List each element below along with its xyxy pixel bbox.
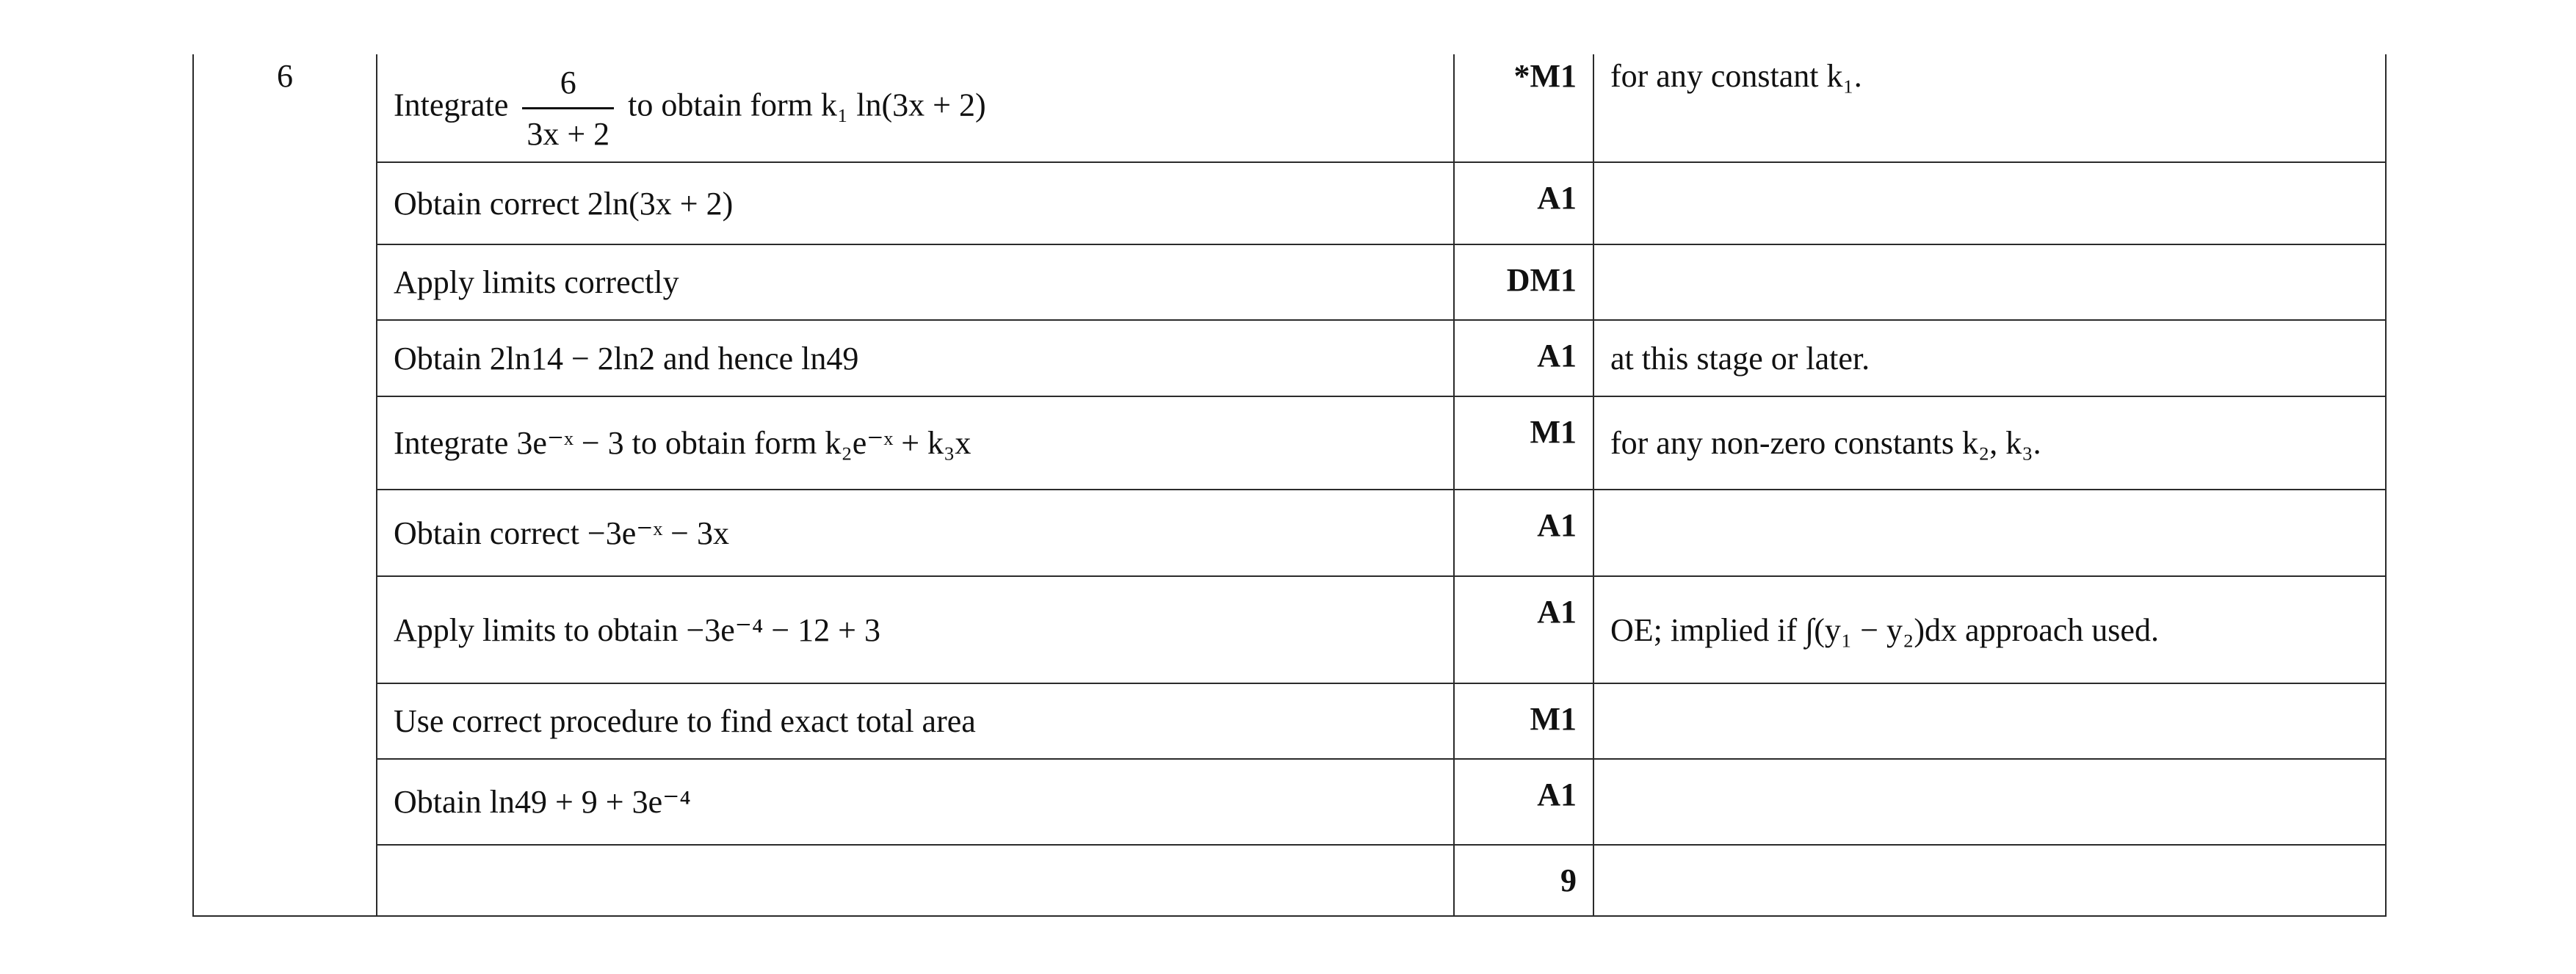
guidance-cell	[1593, 759, 2386, 845]
guidance-text: approach used.	[1965, 611, 2159, 648]
table-row	[193, 576, 2386, 683]
answer-cell	[377, 162, 1454, 244]
answer-cell	[377, 683, 1454, 759]
guidance-cell	[1593, 845, 2386, 916]
mark-code: DM1	[1454, 244, 1593, 320]
answer-text: to obtain form	[628, 87, 813, 123]
mark-scheme-table	[192, 54, 2387, 917]
guidance-cell	[1593, 576, 2386, 683]
guidance-cell: for any non-zero constants k₂, k₃.	[1593, 396, 2386, 490]
table-row	[193, 759, 2386, 845]
answer-math: ln49	[801, 340, 859, 377]
answer-text: Apply limits correctly	[394, 264, 679, 300]
question-number: 6	[193, 54, 377, 916]
answer-text: Use correct procedure to find exact total area	[394, 703, 976, 739]
total-marks: 9	[1454, 845, 1593, 916]
mark-code: M1	[1454, 683, 1593, 759]
table-row	[193, 244, 2386, 320]
answer-cell	[377, 320, 1454, 396]
answer-text: Obtain	[394, 340, 482, 377]
guidance-cell	[1593, 162, 2386, 244]
table-row	[193, 683, 2386, 759]
guidance-cell: at this stage or later.	[1593, 320, 2386, 396]
answer-math: 2ln(3x + 2)	[587, 185, 734, 222]
fraction-denominator: 3x + 2	[527, 115, 610, 152]
answer-text: Obtain	[394, 784, 482, 820]
answer-text: Apply limits to obtain	[394, 611, 679, 648]
total-row	[193, 845, 2386, 916]
guidance-text: OE; implied if	[1610, 611, 1798, 648]
answer-cell	[377, 759, 1454, 845]
answer-text: Integrate	[394, 87, 509, 123]
answer-text: Obtain correct	[394, 515, 579, 551]
answer-math: 2ln14 − 2ln2	[489, 340, 656, 377]
answer-text: and hence	[663, 340, 794, 377]
mark-code: A1	[1454, 490, 1593, 576]
answer-math: −3e⁻ˣ − 3x	[587, 515, 729, 551]
table-row	[193, 490, 2386, 576]
answer-math: 3e⁻ˣ − 3	[516, 425, 624, 461]
table-row	[193, 162, 2386, 244]
fraction-numerator: 6	[522, 64, 614, 109]
answer-math: ln49 + 9 + 3e⁻⁴	[489, 784, 691, 820]
guidance-cell: for any constant k₁.	[1593, 54, 2386, 162]
answer-math: −3e⁻⁴ − 12 + 3	[686, 611, 880, 648]
answer-cell	[377, 54, 1454, 162]
table-row	[193, 320, 2386, 396]
answer-cell	[377, 845, 1454, 916]
guidance-math: ∫(y₁ − y₂)dx	[1805, 611, 1958, 648]
answer-cell	[377, 576, 1454, 683]
mark-code: A1	[1454, 162, 1593, 244]
answer-cell	[377, 244, 1454, 320]
answer-cell	[377, 490, 1454, 576]
mark-code: A1	[1454, 759, 1593, 845]
mark-code: M1	[1454, 396, 1593, 490]
table-row	[193, 396, 2386, 490]
mark-code: A1	[1454, 576, 1593, 683]
answer-text: Obtain correct	[394, 185, 579, 222]
answer-math: k₂e⁻ˣ + k₃x	[825, 425, 972, 461]
mark-code: A1	[1454, 320, 1593, 396]
guidance-cell	[1593, 490, 2386, 576]
answer-cell	[377, 396, 1454, 490]
fraction	[522, 64, 614, 153]
mark-code: *M1	[1454, 54, 1593, 162]
guidance-cell	[1593, 244, 2386, 320]
answer-text: Integrate	[394, 425, 509, 461]
guidance-cell	[1593, 683, 2386, 759]
table-row	[193, 54, 2386, 162]
answer-text: to obtain form	[632, 425, 817, 461]
answer-math: k₁ ln(3x + 2)	[820, 87, 986, 123]
